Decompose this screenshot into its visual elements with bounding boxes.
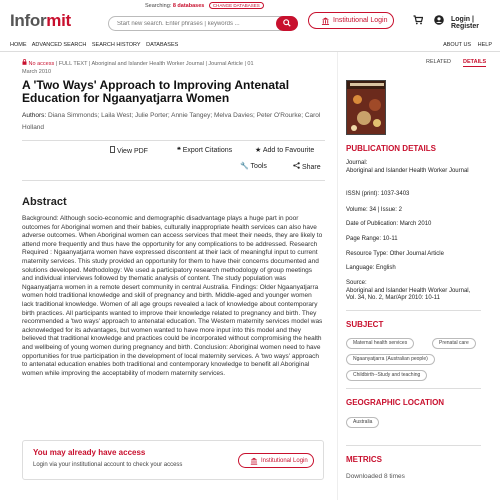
abstract-text: Background: Although socio-economic and demographic disadvantage plays a huge part in poor outcomes for Aboriginal women and their babies, culturally inappropriate health services can also have adverse outcomes. When Aboriginal women can access services that meet their needs, they are likely to attend more frequently and thus have the opportunity for any complications to be addressed. Research Required : Ngaanyatjarra women have expressed discontent at their lack of meaningful input to current maternity services. This study provided an opportunity for them to have their concerns documented and solutions developed. Methodology: We used a participatory research methodology of group meetings and individual interviews followed by thematic analysis of content. The study population was Ngaanyatjarra women in a remote desert community in central Australia. Findings: Older Ngaanyatjarra women hold traditional knowledge and skill of pregnancy and birth. Middle-aged and younger women lack traditional knowledge. Women of all age groups revealed a lack of knowledge about contemporary birth practices. All participants wanted to improve their knowledge related to pregnancy and birth. They recommended a 'two ways' approach to antenatal education. The Western maternity services model was acknowledged for its advantages, but women wanted to have more input into this model and they believed that traditional knowledge and practices could be incorporated without compromising the health and wellbeing of young women during pregnancy and birth. Conclusion: Aboriginal women need to have opportunities for true participation in the development of local maternity services. A 'two ways' approach to antenatal education enables both traditional and contemporary knowledge to benefit all Aboriginal women while improving the acceptability of modern maternity services. <box>22 215 323 377</box>
quote-icon: ❝ <box>177 147 181 154</box>
authors <box>22 110 322 134</box>
subject-chip[interactable]: Ngaanyatjarra (Australian people) <box>346 354 435 365</box>
subject-chip[interactable]: Maternal health services <box>346 338 414 349</box>
star-icon: ★ <box>255 147 262 154</box>
no-access-badge: No access <box>22 61 56 67</box>
top-header <box>0 0 500 40</box>
detail-page-range: Page Range: 10-11 <box>346 236 398 242</box>
divider <box>346 310 481 311</box>
divider <box>346 388 481 389</box>
informit-logo[interactable]: Informit <box>10 11 71 30</box>
divider <box>22 180 325 181</box>
detail-resource-type: Resource Type: Other Journal Article <box>346 251 444 257</box>
metrics-heading: METRICS <box>346 455 382 464</box>
search-input[interactable] <box>109 17 269 30</box>
add-favourite-button[interactable]: ★ Add to Favourite <box>255 147 315 154</box>
abstract-heading: Abstract <box>22 196 67 208</box>
user-icon[interactable] <box>434 15 444 25</box>
tab-related[interactable]: RELATED <box>426 59 451 65</box>
article-title: A 'Two Ways' Approach to Improving Antenatal Education for Ngaanyatjarra Women <box>22 78 290 105</box>
divider <box>346 445 481 446</box>
lock-icon <box>22 59 27 65</box>
change-databases-button[interactable]: CHANGE DATABASES <box>209 2 264 9</box>
nav-about-us[interactable]: ABOUT US <box>443 42 472 48</box>
institution-icon <box>250 457 258 465</box>
nav-search-history[interactable]: SEARCH HISTORY <box>91 42 141 48</box>
nav-advanced-search[interactable]: ADVANCED SEARCH <box>31 42 87 48</box>
detail-date: Date of Publication: March 2010 <box>346 221 432 227</box>
search-icon <box>283 19 291 27</box>
access-title: You may already have access <box>33 448 146 457</box>
detail-language: Language: English <box>346 265 396 271</box>
publication-details-heading: PUBLICATION DETAILS <box>346 144 436 153</box>
detail-volume: Volume: 34 | Issue: 2 <box>346 207 402 213</box>
institution-icon <box>321 17 330 25</box>
view-pdf-button[interactable]: View PDF <box>110 146 148 155</box>
pdf-icon <box>110 146 115 153</box>
login-register-link[interactable]: Login | Register <box>451 16 480 30</box>
subject-heading: SUBJECT <box>346 320 384 329</box>
nav-home[interactable]: HOME <box>10 42 27 48</box>
database-count[interactable]: 8 databases <box>172 3 205 9</box>
authors-label: Authors: <box>22 112 47 119</box>
institutional-login-button[interactable]: Institutional Login <box>308 12 394 29</box>
article-meta <box>22 59 322 76</box>
cart-icon[interactable] <box>413 15 423 25</box>
tools-button[interactable]: 🔧 Tools <box>240 163 267 170</box>
share-button[interactable]: Share <box>293 162 321 171</box>
export-citations-button[interactable]: ❝ Export Citations <box>177 147 233 154</box>
access-subtitle: Login via your institutional account to check your access <box>33 462 183 468</box>
nav-help[interactable]: HELP <box>477 42 492 48</box>
divider <box>22 140 325 141</box>
journal-link[interactable]: Aboriginal and Islander Health Worker Journal <box>346 167 469 174</box>
wrench-icon: 🔧 <box>240 163 249 170</box>
tab-details[interactable]: DETAILS <box>463 59 487 65</box>
detail-journal: Journal: Aboriginal and Islander Health Worker Journal <box>346 160 469 174</box>
search-button[interactable] <box>276 16 298 31</box>
access-notice <box>22 440 324 480</box>
subject-chip[interactable]: Childbirth--Study and teaching <box>346 370 427 381</box>
share-icon <box>293 162 300 169</box>
database-selector: Searching: 8 databases CHANGE DATABASES <box>145 2 264 9</box>
geo-chip[interactable]: Australia <box>346 417 379 428</box>
journal-cover-image <box>346 80 386 135</box>
detail-issn: ISSN (print): 1037-3403 <box>346 191 410 197</box>
details-sidebar <box>337 52 487 500</box>
detail-source: Source: Aboriginal and Islander Health Worker Journal, Vol. 34, No. 2, Mar/Apr 2010: 10-11 <box>346 280 471 301</box>
geographic-location-heading: GEOGRAPHIC LOCATION <box>346 398 445 407</box>
search-box <box>108 16 298 31</box>
download-count: Downloaded 8 times <box>346 473 405 480</box>
nav-databases[interactable]: DATABASES <box>146 42 179 48</box>
meta-breadcrumb: | FULL TEXT | Aboriginal and Islander Health Worker Journal | Journal Article | 01 <box>55 61 254 67</box>
meta-date: March 2010 <box>22 69 52 75</box>
access-institutional-login-button[interactable]: Institutional Login <box>238 453 314 468</box>
authors-list[interactable]: Diana Simmonds; Laila West; Julie Porter; Annie Tangey; Melva Davies; Peter O'Rourke; Carol Holland <box>22 112 321 131</box>
subject-chip[interactable]: Prenatal care <box>432 338 476 349</box>
main-nav <box>0 40 500 52</box>
